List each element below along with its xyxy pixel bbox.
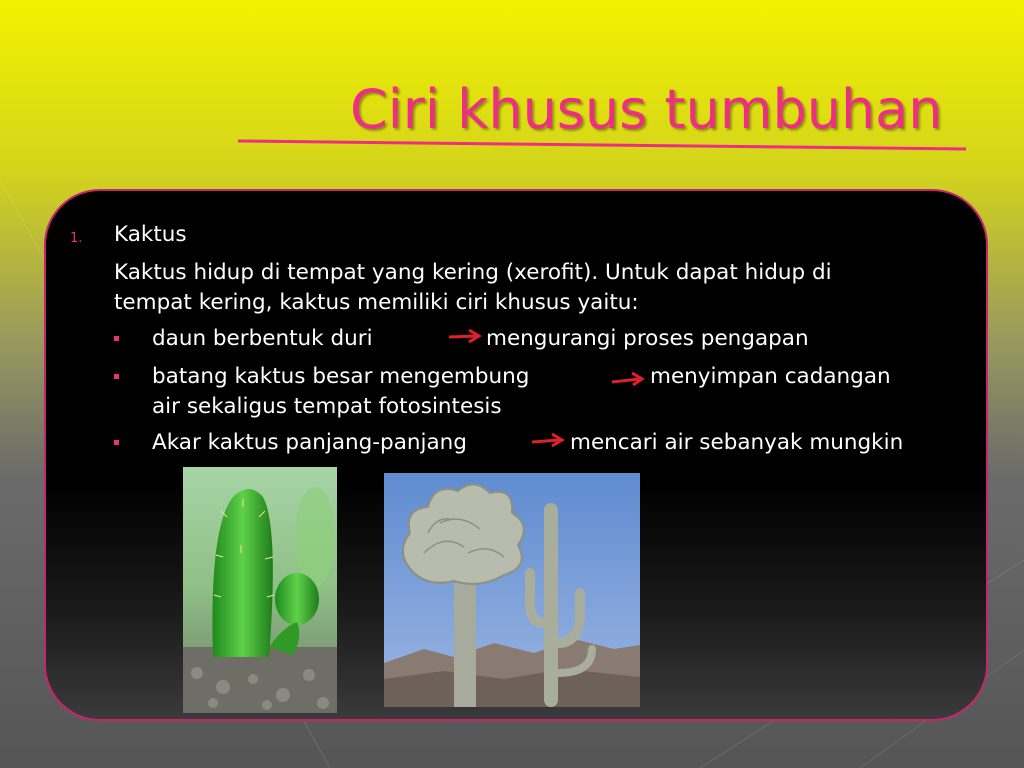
bullet-1-result: mengurangi proses pengapan (486, 326, 809, 351)
slide-title: Ciri khusus tumbuhan (350, 78, 943, 141)
bullet-3-result: mencari air sebanyak mungkin (570, 430, 904, 455)
bullet-3-text: Akar kaktus panjang-panjang (152, 430, 467, 455)
bullet-marker (114, 336, 119, 341)
intro-line-1: Kaktus hidup di tempat yang kering (xerofit). Untuk dapat hidup di (114, 260, 832, 285)
bullet-2-result: menyimpan cadangan (650, 364, 891, 389)
bullet-2-text: batang kaktus besar mengembung (152, 364, 530, 389)
arrow-right-icon (530, 431, 570, 451)
bullet-marker (114, 374, 119, 379)
intro-line-2: tempat kering, kaktus memiliki ciri khusus yaitu: (114, 290, 639, 315)
content-panel (44, 189, 988, 721)
arrow-right-icon (610, 370, 650, 390)
arrow-right-icon (447, 327, 487, 347)
green-cactus-photo (183, 467, 337, 713)
bullet-1-text: daun berbentuk duri (152, 326, 373, 351)
title-underline (238, 136, 968, 156)
bullet-2-continuation: air sekaligus tempat fotosintesis (152, 394, 502, 419)
list-number: 1. (70, 231, 83, 246)
bullet-marker (114, 440, 119, 445)
list-heading: Kaktus (114, 222, 187, 247)
saguaro-cactus-photo (384, 473, 640, 707)
